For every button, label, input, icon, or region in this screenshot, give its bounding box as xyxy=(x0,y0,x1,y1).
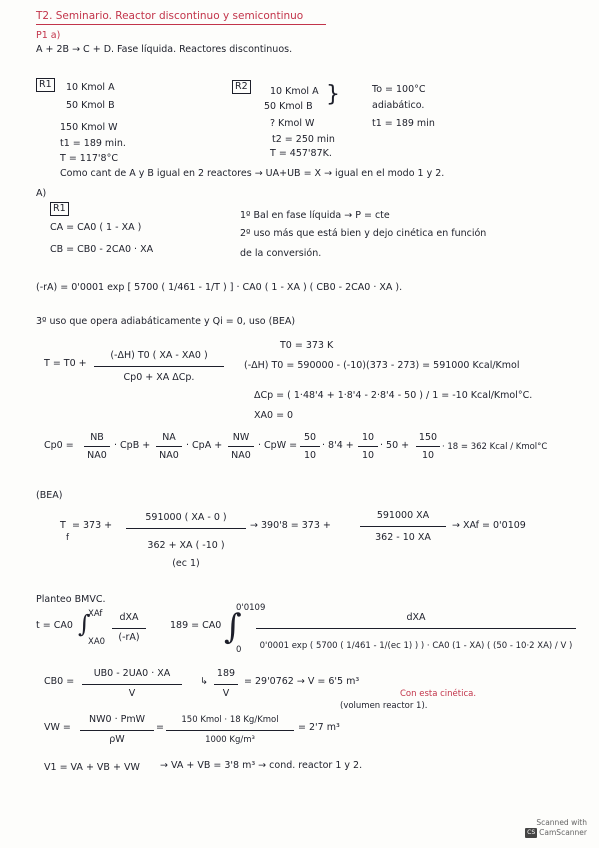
bea2-den2: 362 - 10 XA xyxy=(375,532,431,543)
integral-sign-1: ∫ xyxy=(78,610,91,638)
cp0-v2-den: 10 xyxy=(361,450,375,461)
r2-line-4: T = 457'87K. xyxy=(270,148,332,159)
cb0-note-2: (volumen reactor 1). xyxy=(340,701,428,711)
int2-bar xyxy=(256,628,576,629)
document-title: T2. Seminario. Reactor discontinuo y semicontinuo xyxy=(36,10,304,22)
bea-lhs: T = T0 + xyxy=(44,358,87,369)
r1-line-4: T = 117'8°C xyxy=(60,153,118,164)
bea-fraction-bar xyxy=(94,366,224,367)
cp0-v2-bar xyxy=(358,446,378,447)
cp0-t2-den: NA0 xyxy=(159,450,179,461)
vw-lhs: VW = xyxy=(44,722,71,733)
r2-line-3: t2 = 250 min xyxy=(272,134,335,145)
cp0-t3-post: · CpW = xyxy=(258,440,298,451)
int1-bar xyxy=(112,628,146,629)
note-2: 2º uso más que está bien y dejo cinética en función xyxy=(240,228,487,239)
int2-den: 0'0001 exp ( 5700 ( 1/461 - 1/(ec 1) ) ) · CA0 (1 - XA) ( (50 - 10·2 XA) / V ) xyxy=(259,641,573,651)
title-underline xyxy=(36,24,326,25)
stamp-line-1: Scanned with xyxy=(536,818,587,827)
cb0-lhs: CB0 = xyxy=(44,676,75,687)
problem-label: P1 a) xyxy=(36,30,61,41)
int1-num: dXA xyxy=(119,612,139,623)
bea-numerator: (-ΔH) T0 ( XA - XA0 ) xyxy=(110,350,208,361)
r2-brace: } xyxy=(326,82,340,107)
cp0-t3-bar xyxy=(228,446,254,447)
cb0-result: = 29'0762 → V = 6'5 m³ xyxy=(244,676,360,687)
bea2-num: 591000 ( XA - 0 ) xyxy=(145,512,227,523)
int2-lower: 0 xyxy=(236,645,242,655)
cp0-t3-den: NA0 xyxy=(231,450,251,461)
adiabatic-statement: 3º uso que opera adiabáticamente y Qi = 0, uso (BEA) xyxy=(36,316,296,327)
r1-line-1: 50 Kmol B xyxy=(66,100,115,111)
r2-note-1: adiabático. xyxy=(372,100,425,111)
cp0-t1-post: · CpB + xyxy=(114,440,151,451)
bea2-result: → XAf = 0'0109 xyxy=(452,520,526,531)
note-1: 1º Bal en fase líquida → P = cte xyxy=(240,210,390,221)
cp0-t1-bar xyxy=(84,446,110,447)
cp0-v3-den: 10 xyxy=(421,450,435,461)
cb0-bar xyxy=(82,684,182,685)
rate-equation: (-rA) = 0'0001 exp [ 5700 ( 1/461 - 1/T ) ] · CA0 ( 1 - XA ) ( CB0 - 2CA0 · XA ). xyxy=(36,282,403,293)
cb-equation: CB = CB0 - 2CA0 · XA xyxy=(50,244,154,255)
cp0-v2-num: 10 xyxy=(361,432,375,443)
vw-num: NW0 · PmW xyxy=(89,714,145,725)
r2-label: R2 xyxy=(232,80,251,94)
camscanner-logo-icon: CS xyxy=(527,829,536,836)
bea-denominator: Cp0 + XA ΔCp. xyxy=(123,372,195,383)
bmvc-title: Planteo BMVC. xyxy=(36,594,106,605)
int2-num: dXA xyxy=(406,612,426,623)
r1-line-0: 10 Kmol A xyxy=(66,82,115,93)
cb0-frac-num: 189 xyxy=(216,668,236,679)
int1-upper: XAf xyxy=(88,609,103,619)
bea2-arrow: → 390'8 = 373 + xyxy=(250,520,331,531)
cb0-den: V xyxy=(128,688,136,699)
bea2-t: T xyxy=(60,520,66,531)
cp0-t2-post: · CpA + xyxy=(186,440,223,451)
cp0-t3-num: NW xyxy=(232,432,250,443)
int1-lower: XA0 xyxy=(88,637,106,647)
ca-equation: CA = CA0 ( 1 - XA ) xyxy=(50,222,142,233)
cp0-v1-num: 50 xyxy=(303,432,317,443)
bea-dcp: ΔCp = ( 1·48'4 + 1·8'4 - 2·8'4 - 50 ) / 1 = -10 Kcal/Kmol°C. xyxy=(254,390,533,401)
bea2-sub: (ec 1) xyxy=(172,558,200,569)
note-3: de la conversión. xyxy=(240,248,322,259)
cp0-t2-bar xyxy=(156,446,182,447)
vw-bar xyxy=(80,730,154,731)
reaction-statement: A + 2B → C + D. Fase líquida. Reactores discontinuos. xyxy=(36,44,293,55)
vw-den: ρW xyxy=(109,734,125,745)
vw-den2: 1000 Kg/m³ xyxy=(205,735,255,745)
bea-dh: (-ΔH) T0 = 590000 - (-10)(373 - 273) = 591000 Kcal/Kmol xyxy=(244,360,520,371)
cb0-num: UB0 - 2UA0 · XA xyxy=(93,668,171,679)
cp0-v1-bar xyxy=(300,446,320,447)
r2-note-2: t1 = 189 min xyxy=(372,118,435,129)
bea2-bar2 xyxy=(360,526,446,527)
v1-result: → VA + VB = 3'8 m³ → cond. reactor 1 y 2. xyxy=(160,760,363,771)
bea2-bar xyxy=(126,528,246,529)
integral-sign-2: ∫ xyxy=(224,607,242,647)
r2-line-2: ? Kmol W xyxy=(270,118,315,129)
cp0-v3-bar xyxy=(416,446,440,447)
bea2-eq: = 373 + xyxy=(72,520,113,531)
r1-line-2: 150 Kmol W xyxy=(60,122,118,133)
stamp-line-2: CamScanner xyxy=(539,828,587,837)
r1-box-label: R1 xyxy=(50,202,69,216)
cp0-lhs: Cp0 = xyxy=(44,440,74,451)
common-statement: Como cant de A y B igual en 2 reactores → UA+UB = X → igual en el modo 1 y 2. xyxy=(60,168,445,179)
int1-den: (-rA) xyxy=(118,632,140,643)
cb0-frac-bar xyxy=(214,684,238,685)
int2-upper: 0'0109 xyxy=(236,603,266,613)
cp0-v1-post: · 8'4 + xyxy=(322,440,354,451)
scanner-watermark xyxy=(525,818,587,838)
cp0-v1-den: 10 xyxy=(303,450,317,461)
cp0-t1-den: NA0 xyxy=(87,450,107,461)
cb0-note-1: Con esta cinética. xyxy=(400,689,477,699)
cp0-t2-num: NA xyxy=(162,432,176,443)
bmvc-eq: 189 = CA0 xyxy=(170,620,222,631)
cb0-arrow: ↳ xyxy=(200,676,208,687)
cb0-frac-den: V xyxy=(222,688,230,699)
bea2-den: 362 + XA ( -10 ) xyxy=(147,540,225,551)
cp0-t1-num: NB xyxy=(90,432,104,443)
bea2-f: f xyxy=(66,533,69,543)
r2-line-1: 50 Kmol B xyxy=(264,101,313,112)
r1-line-3: t1 = 189 min. xyxy=(60,138,126,149)
cp0-v2-post: · 50 + xyxy=(380,440,410,451)
bmvc-lhs: t = CA0 xyxy=(36,620,73,631)
cp0-v3-num: 150 xyxy=(418,432,438,443)
r2-line-0: 10 Kmol A xyxy=(270,86,319,97)
section-a-label: A) xyxy=(36,188,47,199)
bea2-label: (BEA) xyxy=(36,490,63,501)
vw-num2: 150 Kmol · 18 Kg/Kmol xyxy=(181,715,279,725)
cp0-v3-post: · 18 = 362 Kcal / Kmol°C xyxy=(442,442,548,452)
bea-xa0: XA0 = 0 xyxy=(254,410,294,421)
vw-eq-sign: = xyxy=(156,722,164,733)
bea2-num2: 591000 XA xyxy=(376,510,430,521)
r2-note-0: To = 100°C xyxy=(372,84,426,95)
vw-result: = 2'7 m³ xyxy=(298,722,340,733)
bea-t0: T0 = 373 K xyxy=(280,340,334,351)
vw-bar2 xyxy=(166,730,294,731)
r1-label: R1 xyxy=(36,78,55,92)
v1-equation: V1 = VA + VB + VW xyxy=(44,762,140,773)
